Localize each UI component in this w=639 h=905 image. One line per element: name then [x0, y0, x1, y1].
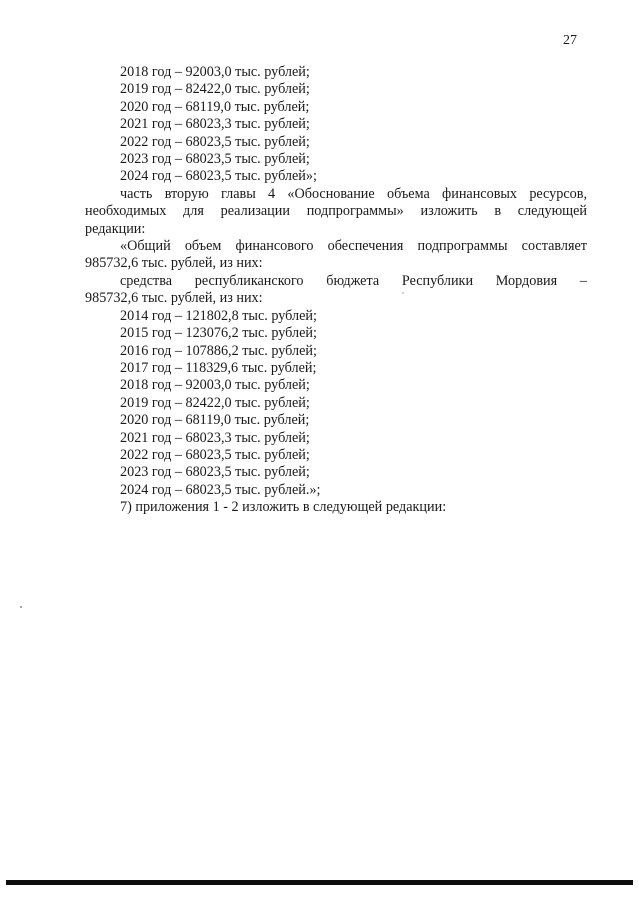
- paragraph-line: необходимых для реализации подпрограммы» изложить в следующей: [85, 203, 587, 220]
- paragraph-line: редакции:: [85, 220, 146, 237]
- list-item: 2021 год – 68023,3 тыс. рублей;: [120, 429, 310, 446]
- paragraph-line: средства республиканского бюджета Республики Мордовия –: [120, 272, 587, 289]
- list-item: 2014 год – 121802,8 тыс. рублей;: [120, 307, 317, 324]
- list-item: 2022 год – 68023,5 тыс. рублей;: [120, 446, 310, 463]
- funding-list-second: [85, 308, 587, 499]
- paragraph-chapter-4: [85, 186, 587, 238]
- list-item: 2023 год – 68023,5 тыс. рублей;: [120, 151, 310, 168]
- list-item: 2017 год – 118329,6 тыс. рублей;: [120, 359, 317, 376]
- paragraph-line: часть вторую главы 4 «Обоснование объема финансовых ресурсов,: [120, 185, 587, 202]
- list-item: 2016 год – 107886,2 тыс. рублей;: [120, 342, 317, 359]
- list-item: 2019 год – 82422,0 тыс. рублей;: [120, 394, 310, 411]
- list-item: 2024 год – 68023,5 тыс. рублей.»;: [120, 481, 321, 498]
- paragraph-republic-budget: [85, 273, 587, 308]
- list-item: 2018 год – 92003,0 тыс. рублей;: [120, 64, 310, 80]
- paragraph-line: 985732,6 тыс. рублей, из них:: [85, 290, 263, 307]
- list-item: 2022 год – 68023,5 тыс. рублей;: [120, 133, 310, 150]
- list-item: 2018 год – 92003,0 тыс. рублей;: [120, 377, 310, 394]
- page-number: 27: [563, 33, 577, 48]
- list-item: 2023 год – 68023,5 тыс. рублей;: [120, 464, 310, 481]
- list-item: 2021 год – 68023,3 тыс. рублей;: [120, 116, 310, 133]
- list-item: 2015 год – 123076,2 тыс. рублей;: [120, 325, 317, 342]
- final-item: 7) приложения 1 - 2 изложить в следующей редакции:: [120, 499, 447, 516]
- paragraph-total-funding: [85, 238, 587, 273]
- scan-speck: [20, 606, 22, 608]
- document-body: [85, 64, 587, 517]
- scan-speck: [402, 292, 404, 294]
- list-item: 2024 год – 68023,5 тыс. рублей»;: [120, 168, 317, 185]
- list-item: 2020 год – 68119,0 тыс. рублей;: [120, 98, 310, 115]
- funding-list-first: [85, 64, 587, 186]
- scan-bottom-edge: [6, 880, 633, 885]
- list-item: 2020 год – 68119,0 тыс. рублей;: [120, 412, 310, 429]
- list-item: 2019 год – 82422,0 тыс. рублей;: [120, 81, 310, 98]
- paragraph-line: 985732,6 тыс. рублей, из них:: [85, 255, 263, 272]
- paragraph-line: «Общий объем финансового обеспечения подпрограммы составляет: [120, 238, 587, 255]
